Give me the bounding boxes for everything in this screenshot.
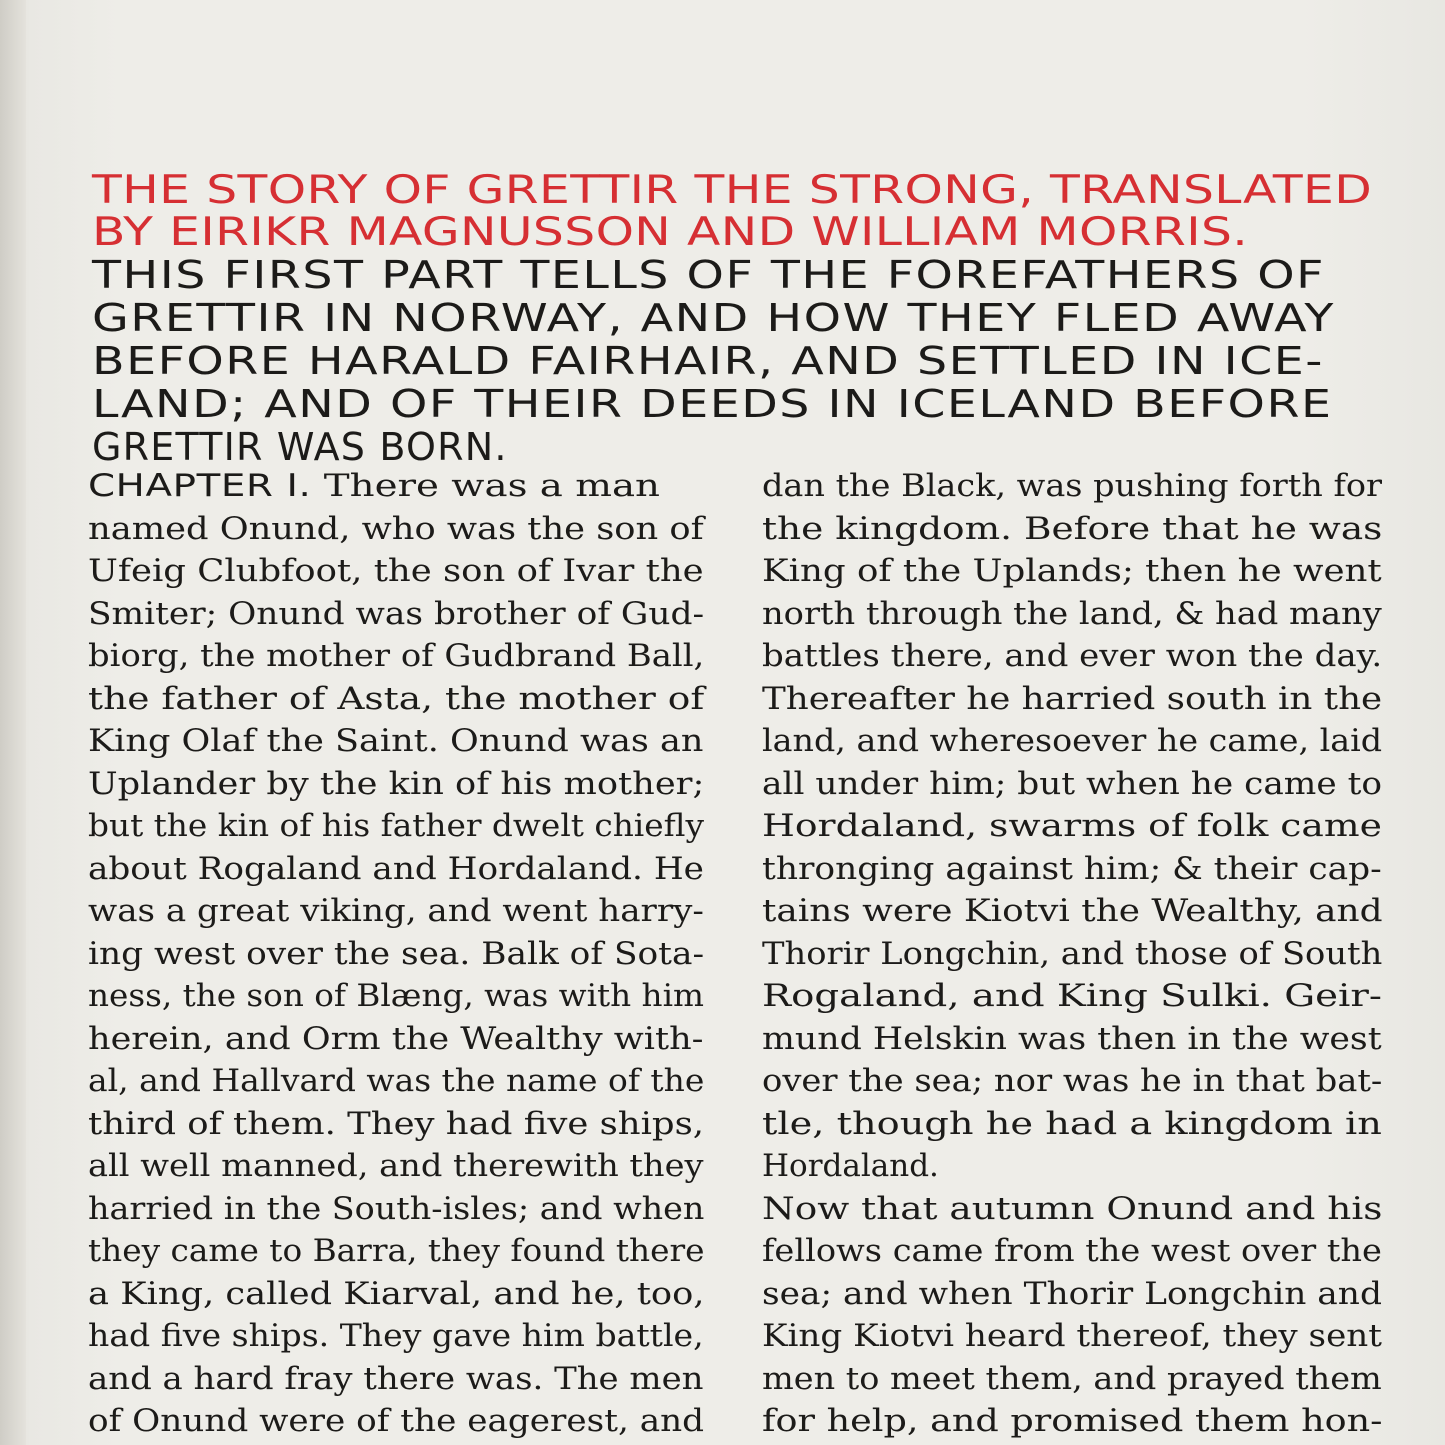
text-line: tains were Kiotvi the Wealthy, and (762, 893, 1383, 929)
text-line: but the kin of his father dwelt chiefly (88, 808, 705, 844)
text-line: fellows came from the west over the (762, 1233, 1382, 1269)
summary-line-5: GRETTIR WAS BORN. (92, 425, 508, 469)
text-line: men to meet them, and prayed them (762, 1360, 1382, 1397)
text-line: about Rogaland and Hordaland. He (88, 850, 704, 887)
summary-line-2: GRETTIR IN NORWAY, AND HOW THEY FLED AWAY (92, 296, 1335, 340)
left-column (88, 465, 708, 1443)
summary-line-4: LAND; AND OF THEIR DEEDS IN ICELAND BEFORE (92, 382, 1333, 426)
text-line: third of them. They had five ships, (88, 1105, 705, 1142)
text-line: battles there, and ever won the day. (762, 638, 1383, 674)
text-line: King of the Uplands; then he went (762, 553, 1382, 589)
text-line: Ufeig Clubfoot, the son of Ivar the (88, 553, 704, 589)
text-line: north through the land, & had many (762, 595, 1382, 632)
text-line: al, and Hallvard was the name of the (88, 1063, 705, 1099)
text-line: Now that autumn Onund and his (762, 1190, 1383, 1227)
text-line: Smiter; Onund was brother of Gud- (88, 595, 705, 632)
text-line: all under him; but when he came to (762, 765, 1383, 802)
text-line: they came to Barra, they found there (88, 1233, 705, 1269)
title-block (92, 170, 1382, 469)
summary-line-1: THIS FIRST PART TELLS OF THE FOREFATHERS OF (92, 253, 1325, 297)
text-line: all well manned, and therewith they (88, 1148, 704, 1184)
text-line: herein, and Orm the Wealthy with- (88, 1020, 704, 1057)
text-line: of Onund were of the eagerest, and (88, 1403, 705, 1439)
text-line: land, and wheresoever he came, laid (762, 723, 1383, 759)
text-line: mund Helskin was then in the west (762, 1020, 1382, 1057)
right-column (762, 465, 1387, 1443)
text-line: tle, though he had a kingdom in (762, 1105, 1382, 1142)
text-line: and a hard fray there was. The men (88, 1360, 704, 1397)
text-line: over the sea; nor was he in that bat- (762, 1063, 1383, 1099)
summary-line-3: BEFORE HARALD FAIRHAIR, AND SETTLED IN ICE- (92, 339, 1324, 383)
text-line: King Olaf the Saint. Onund was an (88, 723, 704, 759)
text-line: Hordaland, swarms of folk came (762, 808, 1382, 844)
text-line: ing west over the sea. Balk of Sota- (88, 935, 705, 972)
text-line: had five ships. They gave him battle, (88, 1318, 704, 1354)
text-line: harried in the South-isles; and when (88, 1190, 705, 1227)
text-line: dan the Black, was pushing forth for (762, 468, 1383, 504)
text-line: Hordaland. (762, 1148, 939, 1184)
text-line: the father of Asta, the mother of (88, 680, 705, 717)
text-line: ness, the son of Blæng, was with him (88, 978, 704, 1014)
text-line: the kingdom. Before that he was (762, 510, 1383, 547)
text-line: Rogaland, and King Sulki. Geir- (762, 978, 1382, 1014)
chapter-first-line (88, 465, 863, 508)
text-line: sea; and when Thorir Longchin and (762, 1275, 1382, 1312)
text-line: for help, and promised them hon- (762, 1403, 1383, 1439)
text-line: was a great viking, and went harry- (88, 893, 704, 929)
text-line: biorg, the mother of Gudbrand Ball, (88, 638, 705, 674)
chapter-heading: CHAPTER I. (88, 468, 312, 504)
page-gutter (0, 0, 26, 1445)
text-line: named Onund, who was the son of (88, 510, 704, 547)
chapter-first-text: There was a man (311, 468, 661, 504)
text-line: Thereafter he harried south in the (762, 680, 1383, 717)
text-line: Uplander by the kin of his mother; (88, 765, 705, 802)
text-line: King Kiotvi heard thereof, they sent (762, 1318, 1382, 1354)
title-line-2: BY EIRIKR MAGNUSSON AND WILLIAM MORRIS. (92, 210, 1249, 255)
text-line: a King, called Kiarval, and he, too, (88, 1275, 705, 1312)
title-line-1: THE STORY OF GRETTIR THE STRONG, TRANSLATED (92, 168, 1373, 213)
text-line: thronging against him; & their cap- (762, 850, 1382, 887)
text-line: Thorir Longchin, and those of South (762, 935, 1383, 972)
